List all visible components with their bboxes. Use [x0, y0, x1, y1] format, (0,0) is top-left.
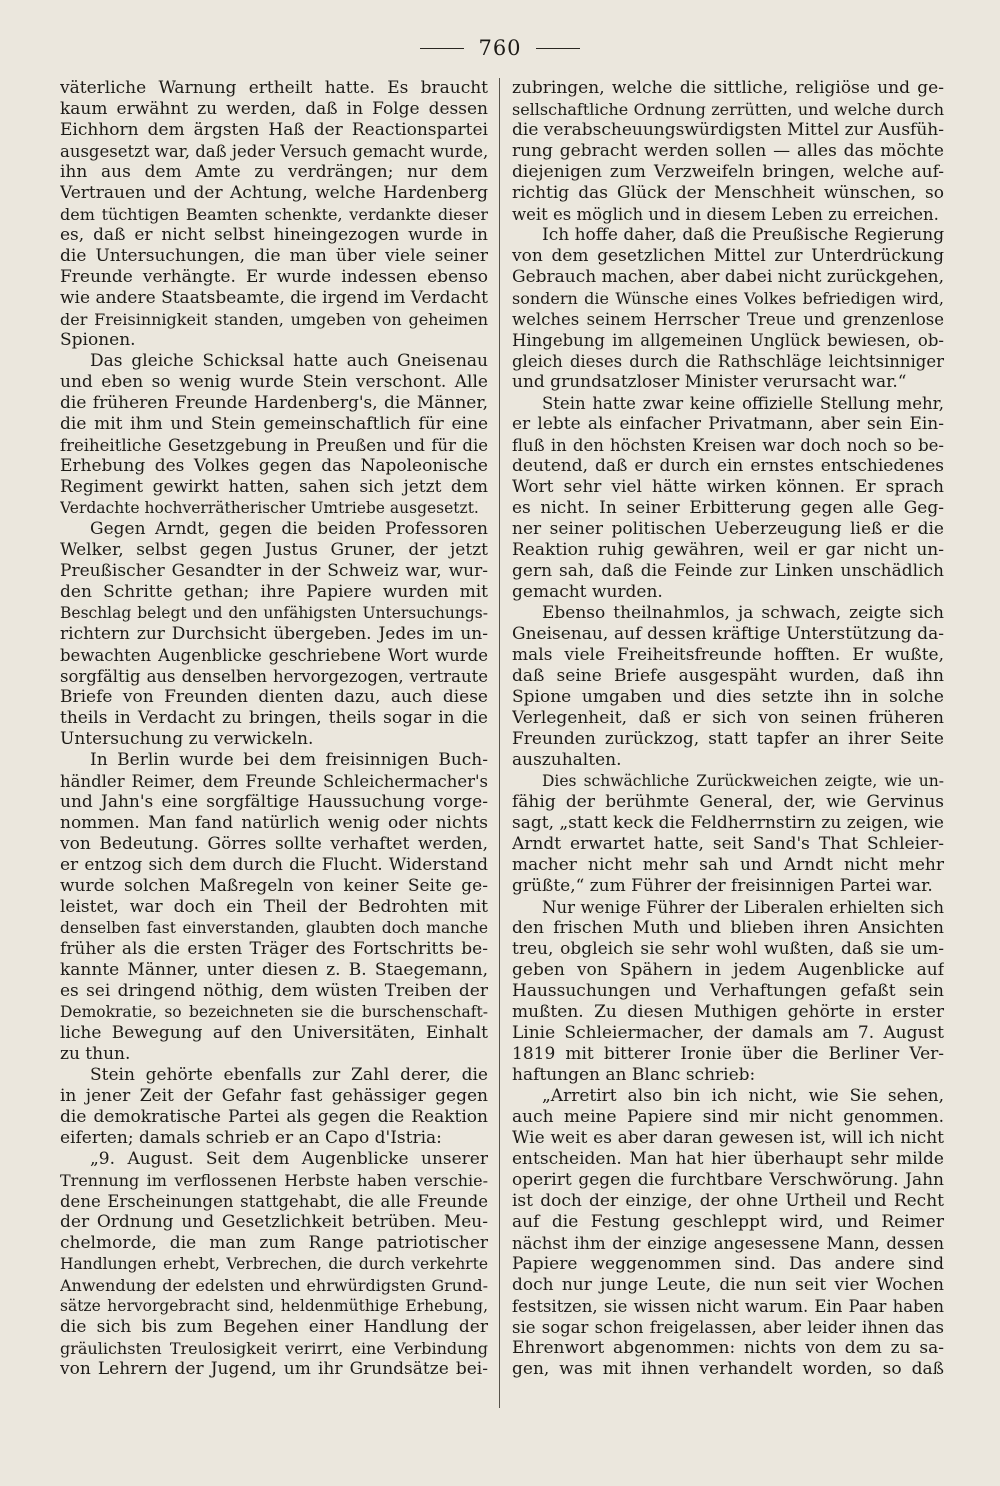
- text-line: macher nicht mehr sah und Arndt nicht mehr: [512, 855, 944, 875]
- text-line: sorgfältig aus denselben hervorgezogen, vertraute: [60, 667, 488, 686]
- text-line: Verdachte hochverrätherischer Umtriebe ausgesetzt.: [60, 499, 479, 517]
- text-line: festsitzen, sie wissen nicht warum. Ein Paar haben: [512, 1297, 944, 1316]
- text-line: ist doch der einzige, der ohne Urtheil und Recht: [512, 1191, 944, 1211]
- text-line: dem tüchtigen Beamten schenkte, verdankte dieser: [60, 205, 488, 224]
- text-line: ausgesetzt war, daß jeder Versuch gemacht wurde,: [60, 142, 488, 161]
- text-line: Gebrauch machen, aber dabei nicht zurückgehen,: [512, 267, 944, 287]
- text-line: Verlegenheit, daß er sich von seinen früheren: [512, 708, 944, 728]
- text-line: Demokratie, so bezeichneten sie die burschenschaft-: [60, 1003, 488, 1021]
- text-line: Gneisenau, auf dessen kräftige Unterstützung da-: [512, 624, 944, 644]
- text-line: Anwendung der edelsten und ehrwürdigsten Grund-: [60, 1276, 488, 1295]
- text-line: Dies schwächliche Zurückweichen zeigte, wie un-: [542, 772, 944, 790]
- text-line: Reaktion ruhig gewähren, weil er gar nicht un-: [512, 540, 944, 560]
- text-line: In Berlin wurde bei dem freisinnigen Buch-: [90, 750, 488, 770]
- text-line: nächst ihm der einzige angesessene Mann, dessen: [512, 1234, 944, 1253]
- text-line: Erhebung des Volkes gegen das Napoleonische: [60, 456, 488, 476]
- text-line: Stein gehörte ebenfalls zur Zahl derer, die: [90, 1065, 488, 1085]
- text-line: Freunden zurückzog, statt tapfer an ihrer Seite: [512, 729, 944, 749]
- text-line: mals viele Freiheitsfreunde hofften. Er wußte,: [512, 645, 944, 665]
- text-line: bewachten Augenblicke geschriebene Wort wurde: [60, 646, 488, 665]
- text-line: Freunde verhängte. Er wurde indessen ebenso: [60, 267, 488, 287]
- text-line: Beschlag belegt und den unfähigsten Untersuchungs-: [60, 604, 488, 622]
- text-line: deutend, daß er durch ein ernstes entschiedenes: [512, 456, 944, 476]
- text-line: gleich dieses durch die Rathschläge leichtsinniger: [512, 352, 944, 371]
- text-line: auf die Festung geschleppt wird, und Reimer: [512, 1212, 944, 1232]
- text-line: leistet, war doch ein Theil der Bedrohten mit: [60, 897, 488, 917]
- text-line: wurde solchen Maßregeln von keiner Seite ge-: [60, 876, 488, 896]
- text-line: auszuhalten.: [512, 750, 622, 770]
- text-line: haftungen an Blanc schrieb:: [512, 1065, 756, 1085]
- text-line: daß seine Briefe ausgespäht wurden, daß ihn: [512, 666, 944, 686]
- text-line: die demokratische Partei als gegen die Reaktion: [60, 1107, 488, 1127]
- text-line: rung gebracht werden sollen — alles das möchte: [512, 141, 944, 161]
- text-line: Spionen.: [60, 330, 136, 350]
- text-line: gemacht wurden.: [512, 582, 663, 602]
- text-line: und eben so wenig wurde Stein verschont. Alle: [60, 372, 488, 392]
- text-line: von Lehrern der Jugend, um ihr Grundsätze bei-: [60, 1359, 488, 1379]
- text-line: weit es möglich und in diesem Leben zu erreichen.: [512, 205, 939, 224]
- text-line: sagt, „statt keck die Feldherrnstirn zu zeigen, wie: [512, 813, 944, 833]
- text-line: er lebte als einfacher Privatmann, aber sein Ein-: [512, 414, 944, 434]
- text-line: die früheren Freunde Hardenberg's, die Männer,: [60, 393, 488, 413]
- text-line: die Untersuchungen, die man über viele seiner: [60, 246, 488, 266]
- text-line: dene Erscheinungen stattgehabt, die alle Freunde: [60, 1192, 488, 1211]
- text-line: freiheitliche Gesetzgebung in Preußen und für die: [60, 436, 488, 455]
- text-line: wie andere Staatsbeamte, die irgend im Verdacht: [60, 288, 488, 308]
- text-line: Spione umgaben und dies setzte ihn in solche: [512, 687, 944, 707]
- text-line: Haussuchungen und Verhaftungen gefaßt sein: [512, 981, 944, 1001]
- text-line: Hingebung im allgemeinen Unglück bewiesen, ob-: [512, 331, 944, 350]
- right-text-column: [512, 78, 944, 1380]
- text-line: früher als die ersten Träger des Fortschritts be-: [60, 939, 488, 959]
- header-rule-left: [420, 48, 464, 49]
- text-line: fluß in den höchsten Kreisen war doch noch so be-: [512, 436, 944, 455]
- text-line: „Arretirt also bin ich nicht, wie Sie sehen,: [542, 1086, 944, 1106]
- text-line: väterliche Warnung ertheilt hatte. Es braucht: [60, 78, 488, 98]
- text-line: und Jahn's eine sorgfältige Haussuchung vorge-: [60, 792, 488, 812]
- text-line: Eichhorn dem ärgsten Haß der Reactionspartei: [60, 120, 488, 140]
- text-line: denselben fast einverstanden, glaubten doch manche: [60, 919, 488, 937]
- text-line: händler Reimer, dem Freunde Schleichermacher's: [60, 772, 488, 791]
- text-line: eiferten; damals schrieb er an Capo d'Istria:: [60, 1128, 442, 1148]
- text-line: zu thun.: [60, 1044, 131, 1064]
- text-line: „9. August. Seit dem Augenblicke unserer: [90, 1149, 488, 1169]
- text-line: operirt gegen die furchtbare Verschwörung. Jahn: [512, 1170, 944, 1190]
- text-line: theils in Verdacht zu bringen, theils sogar in die: [60, 708, 488, 728]
- text-line: gräulichsten Treulosigkeit verirrt, eine Verbindung: [60, 1339, 488, 1358]
- text-line: ner seiner politischen Ueberzeugung ließ er die: [512, 519, 944, 539]
- text-line: Trennung im verflossenen Herbste haben verschie-: [60, 1171, 488, 1190]
- text-line: Briefe von Freunden dienten dazu, auch diese: [60, 687, 488, 707]
- text-line: gen, was mit ihnen verhandelt worden, so daß: [512, 1359, 944, 1379]
- text-line: richtern zur Durchsicht übergeben. Jedes im un-: [60, 624, 488, 644]
- text-line: Ebenso theilnahmlos, ja schwach, zeigte sich: [542, 603, 944, 623]
- text-line: es sei dringend nöthig, dem wüsten Treiben der: [60, 981, 488, 1001]
- text-line: gern sah, daß die Feinde zur Linken unschädlich: [512, 561, 944, 581]
- text-line: Nur wenige Führer der Liberalen erhielten sich: [542, 898, 944, 917]
- page-number: 760: [478, 36, 522, 60]
- text-line: auch meine Papiere sind mir nicht genommen.: [512, 1107, 944, 1127]
- text-line: sellschaftliche Ordnung zerrütten, und welche durch: [512, 100, 944, 119]
- text-line: die verabscheuungswürdigsten Mittel zur Ausfüh-: [512, 120, 944, 140]
- text-line: sätze hervorgebracht sind, heldenmüthige Erhebung,: [60, 1297, 488, 1315]
- text-line: Arndt erwartet hatte, seit Sand's That Schleier-: [512, 834, 944, 854]
- text-line: den frischen Muth und blieben ihren Ansichten: [512, 918, 944, 938]
- text-line: die sich bis zum Begehen einer Handlung der: [60, 1317, 488, 1337]
- text-line: welches seinem Herrscher Treue und grenzenlose: [512, 310, 944, 329]
- text-line: treu, obgleich sie sehr wohl wußten, daß sie um-: [512, 939, 944, 959]
- text-line: sie sogar schon freigelassen, aber leider ihnen das: [512, 1318, 944, 1337]
- text-line: richtig das Glück der Menschheit wünschen, so: [512, 183, 944, 203]
- left-text-column: [60, 78, 488, 1380]
- text-line: Das gleiche Schicksal hatte auch Gneisenau: [90, 351, 488, 371]
- text-line: kaum erwähnt zu werden, daß in Folge dessen: [60, 99, 488, 119]
- text-line: mußten. Zu diesen Muthigen gehörte in erster: [512, 1002, 944, 1022]
- text-line: 1819 mit bitterer Ironie über die Berliner Ver-: [512, 1044, 944, 1064]
- text-line: fähig der berühmte General, der, wie Gervinus: [512, 792, 944, 812]
- text-line: Welker, selbst gegen Justus Gruner, der jetzt: [60, 540, 488, 560]
- text-line: Wie weit es aber daran gewesen ist, will ich nicht: [512, 1128, 944, 1148]
- text-line: es nicht. In seiner Erbitterung gegen alle Geg-: [512, 498, 944, 518]
- text-line: Ehrenwort abgenommen: nichts von dem zu sa-: [512, 1338, 944, 1358]
- text-line: Preußischer Gesandter in der Schweiz war, wur-: [60, 561, 488, 581]
- text-line: zubringen, welche die sittliche, religiöse und ge-: [512, 78, 944, 98]
- text-line: Wort sehr viel hätte wirken können. Er sprach: [512, 477, 944, 497]
- text-line: chelmorde, die man zum Range patriotischer: [60, 1233, 488, 1253]
- text-line: liche Bewegung auf den Universitäten, Einhalt: [60, 1023, 488, 1043]
- text-line: ihn aus dem Amte zu verdrängen; nur dem: [60, 162, 488, 182]
- text-line: der Ordnung und Gesetzlichkeit betrüben. Meu-: [60, 1212, 488, 1232]
- text-line: die mit ihm und Stein gemeinschaftlich für eine: [60, 414, 488, 434]
- text-line: grüßte,“ zum Führer der freisinnigen Partei war.: [512, 876, 933, 896]
- text-line: kannte Männer, unter diesen z. B. Staegemann,: [60, 960, 488, 980]
- text-line: Gegen Arndt, gegen die beiden Professoren: [90, 519, 488, 539]
- text-line: in jener Zeit der Gefahr fast gehässiger gegen: [60, 1086, 488, 1106]
- text-line: nommen. Man fand natürlich wenig oder nichts: [60, 813, 488, 833]
- page-header: [0, 36, 1000, 60]
- text-line: doch nur junge Leute, die nun seit vier Wochen: [512, 1275, 944, 1295]
- text-line: es, daß er nicht selbst hineingezogen wurde in: [60, 225, 488, 245]
- text-line: sondern die Wünsche eines Volkes befriedigen wird,: [512, 289, 944, 308]
- text-line: von Bedeutung. Görres sollte verhaftet werden,: [60, 834, 488, 854]
- text-line: Untersuchung zu verwickeln.: [60, 729, 314, 749]
- text-line: Papiere weggenommen sind. Das andere sind: [512, 1254, 944, 1274]
- text-line: Handlungen erhebt, Verbrechen, die durch verkehrte: [60, 1255, 488, 1273]
- text-line: diejenigen zum Verzweifeln bringen, welche auf-: [512, 162, 944, 182]
- text-line: geben von Spähern in jedem Augenblicke auf: [512, 960, 944, 980]
- text-line: Linie Schleiermacher, der damals am 7. August: [512, 1023, 944, 1043]
- text-line: Ich hoffe daher, daß die Preußische Regierung: [542, 225, 944, 245]
- column-divider: [499, 78, 500, 1408]
- text-line: er entzog sich dem durch die Flucht. Widerstand: [60, 855, 488, 875]
- text-line: und grundsatzloser Minister verursacht war.“: [512, 372, 907, 392]
- text-line: der Freisinnigkeit standen, umgeben von geheimen: [60, 310, 488, 329]
- text-line: den Schritte gethan; ihre Papiere wurden mit: [60, 582, 488, 602]
- text-line: Stein hatte zwar keine offizielle Stellung mehr,: [542, 394, 944, 413]
- text-line: Regiment gewirkt hatten, sahen sich jetzt dem: [60, 477, 488, 497]
- text-line: von dem gesetzlichen Mittel zur Unterdrückung: [512, 246, 944, 266]
- text-line: entscheiden. Man hat hier überhaupt sehr milde: [512, 1149, 944, 1169]
- text-line: Vertrauen und der Achtung, welche Hardenberg: [60, 183, 488, 203]
- header-rule-right: [536, 48, 580, 49]
